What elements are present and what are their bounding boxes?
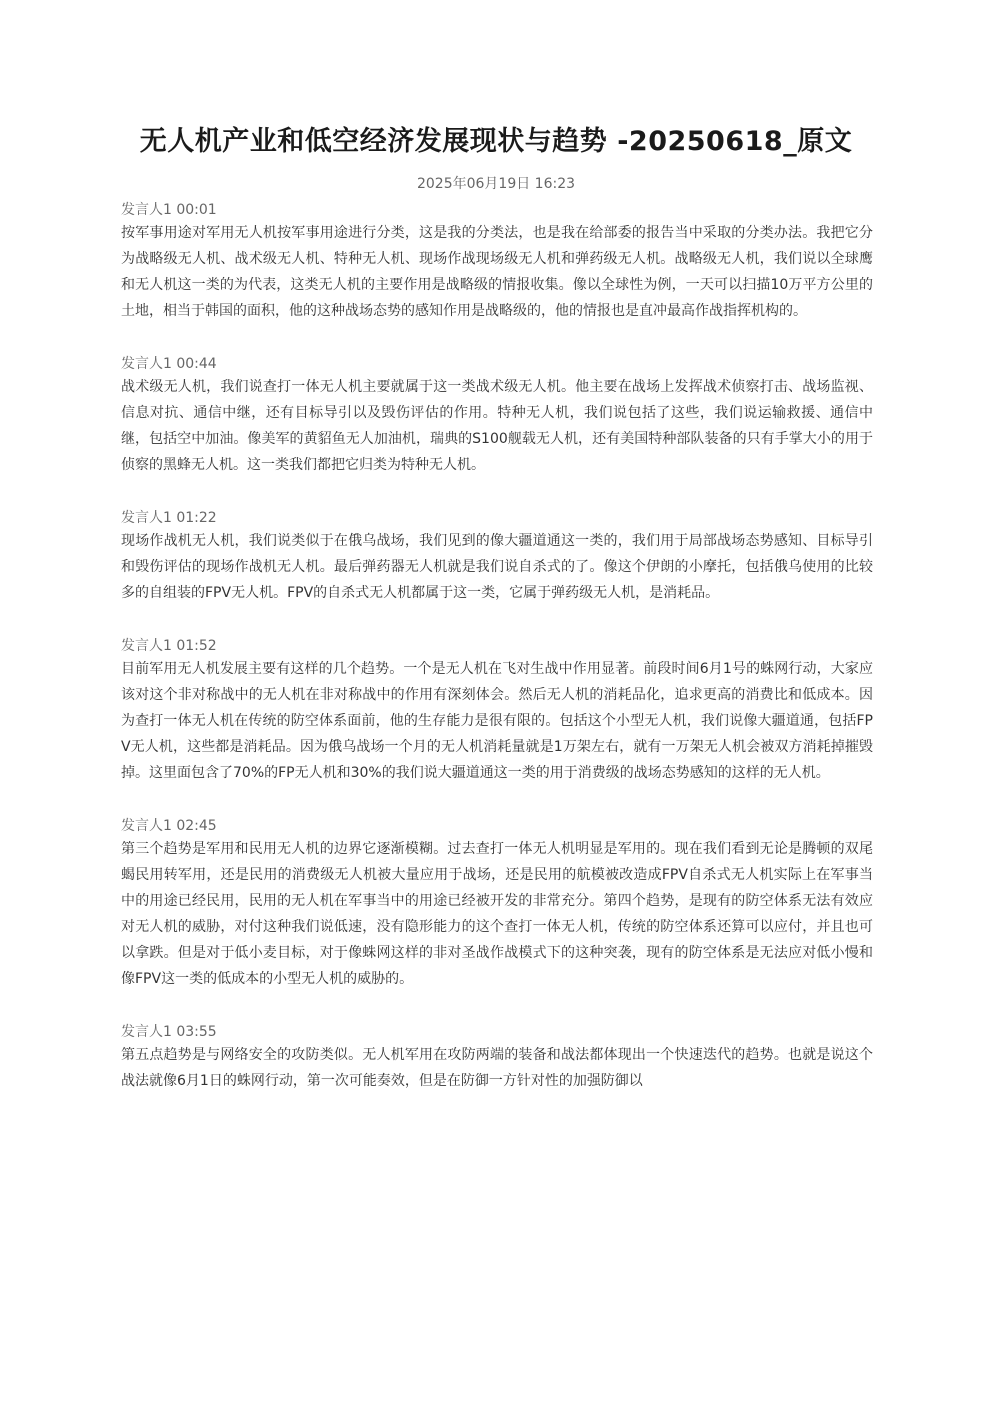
transcript-paragraph: 目前军用无人机发展主要有这样的几个趋势。一个是无人机在飞对生战中作用显著。前段时间6月1号的蛛网行动，大家应该对这个非对称战中的无人机在非对称战中的作用有深刻体会。然后无人机的消耗品化，追求更高的消费比和低成本。因为查打一体无人机在传统的防空体系面前，他的生存能力是很有限的。包括这个小型无人机，我们说像大疆道通，包括FPV无人机，这些都是消耗品。因为俄乌战场一个月的无人机消耗量就是1万架左右，就有一万架无人机会被双方消耗掉摧毁掉。这里面包含了70%的FP无人机和30%的我们说大疆道通这一类的用于消费级的战场态势感知的这样的无人机。 xyxy=(121,661,873,781)
transcript-section xyxy=(121,508,873,606)
transcript-body xyxy=(121,200,873,1124)
speaker-timestamp: 发言人1 03:55 xyxy=(121,1024,217,1040)
speaker-timestamp: 发言人1 01:52 xyxy=(121,638,217,654)
transcript-section xyxy=(121,354,873,478)
transcript-paragraph: 现场作战机无人机，我们说类似于在俄乌战场，我们见到的像大疆道通这一类的，我们用于局部战场态势感知、目标导引和毁伤评估的现场作战机无人机。最后弹药器无人机就是我们说自杀式的了。像这个伊朗的小摩托，包括俄乌使用的比较多的自组装的FPV无人机。FPV的自杀式无人机都属于这一类，它属于弹药级无人机，是消耗品。 xyxy=(121,533,873,601)
transcript-section xyxy=(121,1022,873,1094)
transcript-section xyxy=(121,816,873,992)
transcript-paragraph: 第五点趋势是与网络安全的攻防类似。无人机军用在攻防两端的装备和战法都体现出一个快速迭代的趋势。也就是说这个战法就像6月1日的蛛网行动，第一次可能奏效，但是在防御一方针对性的加强防御以 xyxy=(121,1047,873,1089)
transcript-section xyxy=(121,200,873,324)
document-date: 2025年06月19日 16:23 xyxy=(416,176,576,192)
speaker-timestamp: 发言人1 02:45 xyxy=(121,818,217,834)
document-title: 无人机产业和低空经济发展现状与趋势 -20250618_原文 xyxy=(139,126,853,157)
transcript-paragraph: 按军事用途对军用无人机按军事用途进行分类，这是我的分类法，也是我在给部委的报告当中采取的分类办法。我把它分为战略级无人机、战术级无人机、特种无人机、现场作战现场级无人机和弹药级无人机。战略级无人机，我们说以全球鹰和无人机这一类的为代表，这类无人机的主要作用是战略级的情报收集。像以全球性为例，一天可以扫描10万平方公里的土地，相当于韩国的面积，他的这种战场态势的感知作用是战略级的，他的情报也是直冲最高作战指挥机构的。 xyxy=(121,225,873,319)
speaker-timestamp: 发言人1 00:44 xyxy=(121,356,217,372)
transcript-paragraph: 第三个趋势是军用和民用无人机的边界它逐渐模糊。过去查打一体无人机明显是军用的。现在我们看到无论是腾顿的双尾蝎民用转军用，还是民用的消费级无人机被大量应用于战场，还是民用的航模被改造成FPV自杀式无人机实际上在军事当中的用途已经民用，民用的无人机在军事当中的用途已经被开发的非常充分。第四个趋势，是现有的防空体系无法有效应对无人机的威胁，对付这种我们说低速，没有隐形能力的这个查打一体无人机，传统的防空体系还算可以应付，并且也可以拿跌。但是对于低小麦目标，对于像蛛网这样的非对圣战作战模式下的这种突袭，现有的防空体系是无法应对低小慢和像FPV这一类的低成本的小型无人机的威胁的。 xyxy=(121,841,873,987)
speaker-timestamp: 发言人1 00:01 xyxy=(121,202,217,218)
transcript-section xyxy=(121,636,873,786)
speaker-timestamp: 发言人1 01:22 xyxy=(121,510,217,526)
transcript-paragraph: 战术级无人机，我们说查打一体无人机主要就属于这一类战术级无人机。他主要在战场上发挥战术侦察打击、战场监视、信息对抗、通信中继，还有目标导引以及毁伤评估的作用。特种无人机，我们说包括了这些，我们说运输救援、通信中继，包括空中加油。像美军的黄貂鱼无人加油机，瑞典的S100舰载无人机，还有美国特种部队装备的只有手掌大小的用于侦察的黑蜂无人机。这一类我们都把它归类为特种无人机。 xyxy=(121,379,873,473)
